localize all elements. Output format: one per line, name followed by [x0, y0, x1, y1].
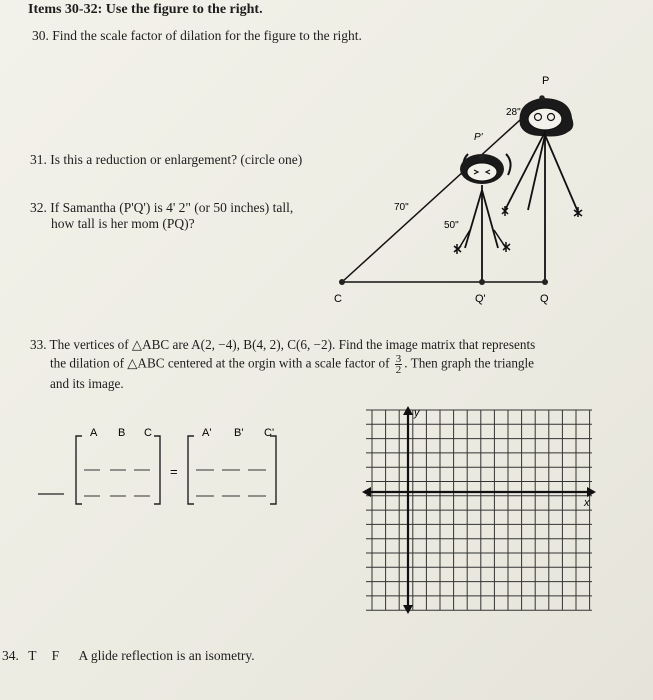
point-c — [339, 279, 345, 285]
q31-number: 31. — [30, 152, 47, 167]
matrix-label-a: A — [90, 427, 98, 439]
label-28-inches: 28" — [506, 107, 521, 118]
items-title: Items 30-32: — [28, 2, 103, 17]
fraction-denominator: 2 — [395, 364, 402, 376]
matrix-label-b-prime: B' — [234, 427, 244, 439]
scale-factor-fraction — [395, 354, 403, 375]
grid-lines — [366, 410, 592, 610]
y-axis-label: y — [414, 407, 420, 419]
q33-line3: and its image. — [50, 376, 124, 391]
point-q — [542, 279, 548, 285]
right-matrix-close-bracket — [270, 436, 276, 504]
false-option[interactable]: F — [51, 648, 60, 663]
q33-line2-prefix: the dilation of △ABC centered at the orgin with a scale factor of — [50, 355, 390, 371]
q33-number: 33. — [30, 337, 47, 352]
left-matrix-open-bracket — [76, 436, 82, 504]
matrix-label-b: B — [118, 427, 126, 439]
coordinate-grid — [362, 406, 597, 614]
q30-number: 30. — [32, 28, 49, 43]
label-q: Q — [540, 293, 549, 305]
q32-line1: If Samantha (P'Q') is 4' 2" (or 50 inches) tall, — [50, 200, 294, 215]
question-33 — [30, 336, 535, 393]
point-q-prime — [479, 279, 485, 285]
label-50-inches: 50" — [444, 220, 459, 231]
items-instruction: Use the figure to the right. — [105, 2, 263, 17]
q33-line2-suffix: . Then graph the triangle — [404, 355, 535, 371]
right-matrix-open-bracket — [188, 436, 194, 504]
label-q-prime: Q' — [475, 293, 486, 305]
q31-text: Is this a reduction or enlargement? (circle one) — [50, 152, 303, 167]
y-axis-down-arrow — [403, 605, 413, 614]
left-matrix-close-bracket — [154, 436, 160, 504]
question-32 — [30, 200, 293, 232]
fraction-numerator: 3 — [395, 353, 402, 365]
q30-text: Find the scale factor of dilation for the figure to the right. — [52, 28, 362, 43]
x-axis-label: x — [584, 497, 590, 509]
matrix-label-c-prime: C' — [264, 427, 275, 439]
matrix-label-a-prime: A' — [202, 427, 212, 439]
right-matrix-blanks — [196, 470, 266, 496]
question-30 — [32, 28, 362, 44]
label-p: P — [542, 75, 550, 87]
point-p — [539, 95, 545, 101]
question-34 — [2, 648, 255, 664]
line-c-to-p — [342, 100, 542, 282]
left-matrix-blanks — [84, 470, 150, 496]
point-p-prime — [479, 154, 485, 160]
q32-number: 32. — [30, 200, 47, 215]
q33-line1: The vertices of △ABC are A(2, −4), B(4, 2), C(6, −2). Find the image matrix that represents — [49, 337, 536, 352]
label-p-prime: P' — [474, 132, 483, 143]
q34-number: 34. — [2, 648, 19, 663]
question-31 — [30, 152, 302, 168]
equals-sign: = — [170, 464, 178, 479]
dilation-figure — [320, 70, 650, 315]
matrix-label-c: C — [144, 427, 152, 439]
q32-line2: how tall is her mom (PQ)? — [51, 216, 195, 231]
q34-text: A glide reflection is an isometry. — [78, 648, 255, 663]
true-option[interactable]: T — [28, 648, 37, 663]
matrix-equation — [30, 420, 300, 520]
label-c: C — [334, 293, 342, 305]
samantha-stick-figure — [454, 154, 511, 282]
items-header — [28, 2, 263, 18]
label-70-inches: 70" — [394, 202, 409, 213]
